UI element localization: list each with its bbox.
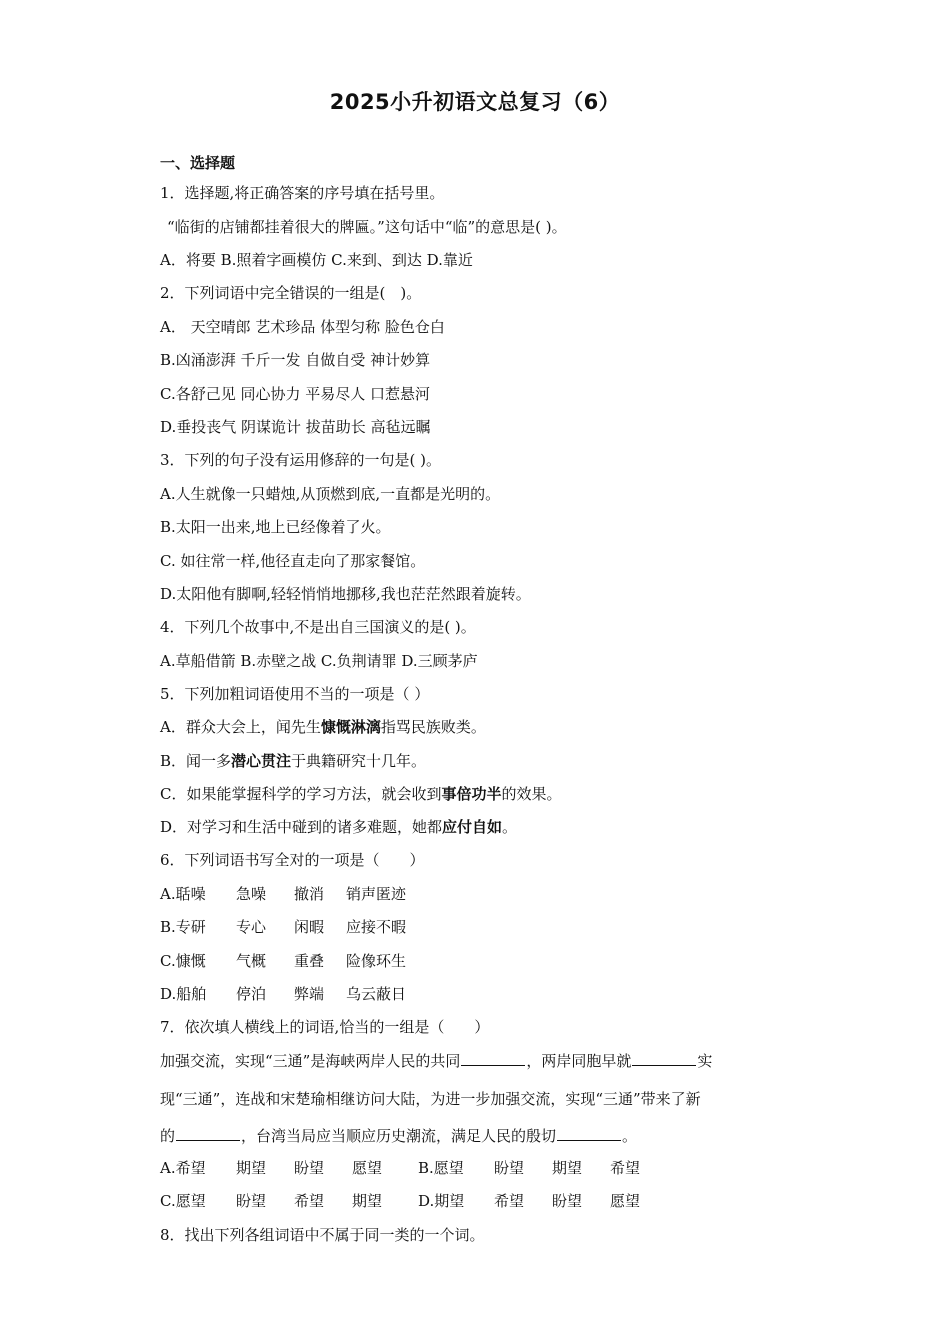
q6-option-c [160,951,406,971]
q5-a-post: 指骂民族败类。 [380,718,486,736]
q5-option-a [160,717,486,737]
q3-option-d: D.太阳他有脚啊,轻轻悄悄地挪移,我也茫茫然跟着旋转。 [160,585,531,603]
q7-blank-4[interactable] [557,1126,621,1141]
q7-passage-line-3 [160,1126,637,1146]
q1-stem: 1．选择题,将正确答案的序号填在括号里。 [160,184,445,202]
q6-b-word-1: B.专研 [160,918,206,936]
q1-sentence: “临街的店铺都挂着很大的牌匾。”这句话中“临”的意思是( )。 [167,218,567,236]
q7-d-word-2: 希望 [494,1192,525,1210]
page-title: 2025小升初语文总复习（6） [329,90,621,114]
q7-text-7: 。 [622,1127,638,1145]
q7-b-word-1: B.愿望 [418,1159,464,1177]
q6-a-word-1: A.聒噪 [160,885,206,903]
q7-d-word-1: D.期望 [418,1192,465,1210]
q2-stem: 2．下列词语中完全错误的一组是( )。 [160,284,422,302]
q6-a-word-2: 急噪 [236,885,267,903]
q5-b-bold-word: 潜心贯注 [231,752,292,770]
q3-stem: 3．下列的句子没有运用修辞的一句是( )。 [160,451,442,469]
q6-a-word-4: 销声匿迹 [346,885,407,903]
q7-c-word-1: C.愿望 [160,1192,206,1210]
q7-a-word-1: A.希望 [160,1159,206,1177]
q6-a-word-3: 撤消 [294,885,325,903]
q6-d-word-4: 乌云蔽日 [346,985,407,1003]
q7-a-word-2: 期望 [236,1159,267,1177]
q5-a-bold-word: 慷慨淋漓 [320,718,381,736]
q7-text-2: ，两岸同胞早就 [526,1052,632,1070]
q4-stem: 4．下列几个故事中,不是出自三国演义的是( )。 [160,618,476,636]
q6-option-a [160,884,406,904]
q3-option-a: A.人生就像一只蜡烛,从顶燃到底,一直都是光明的。 [160,485,501,503]
q7-d-word-3: 盼望 [552,1192,583,1210]
q6-b-word-4: 应接不暇 [346,918,407,936]
q7-b-word-4: 希望 [610,1159,641,1177]
q7-b-word-2: 盼望 [494,1159,525,1177]
q7-stem: 7．依次填人横线上的词语,恰当的一组是（ ） [160,1018,490,1036]
q7-text-1: 加强交流，实现“三通”是海峡两岸人民的共同 [160,1052,461,1070]
q5-stem: 5．下列加粗词语使用不当的一项是（ ） [160,685,430,703]
q6-d-word-2: 停泊 [236,985,267,1003]
q6-c-word-2: 气概 [236,952,267,970]
q6-option-d [160,984,406,1004]
q7-c-word-3: 希望 [294,1192,325,1210]
q7-blank-2[interactable] [632,1051,696,1066]
q6-b-word-2: 专心 [236,918,267,936]
q2-option-b: B.凶涌澎湃 千斤一发 自做自受 神计妙算 [160,351,431,369]
q7-text-6: ，台湾当局应当顺应历史潮流，满足人民的殷切 [241,1127,557,1145]
q5-c-post: 的效果。 [501,785,562,803]
q5-option-d [160,817,517,837]
q6-c-word-3: 重叠 [294,952,325,970]
q4-options: A.草船借箭 B.赤壁之战 C.负荆请罪 D.三顾茅庐 [160,652,478,670]
q5-b-pre: B．闻一多 [160,752,232,770]
q5-option-c [160,784,562,804]
q7-b-word-3: 期望 [552,1159,583,1177]
q7-a-word-3: 盼望 [294,1159,325,1177]
q6-c-word-1: C.慷慨 [160,952,206,970]
q6-c-word-4: 险像环生 [346,952,407,970]
q7-text-3: 实 [697,1052,713,1070]
q7-a-word-4: 愿望 [352,1159,383,1177]
q2-option-a: A． 天空晴郎 艺术珍品 体型匀称 脸色仓白 [160,318,445,336]
q7-passage-line-2: 现“三通”，连战和宋楚瑜相继访问大陆，为进一步加强交流，实现“三通”带来了新 [160,1090,701,1108]
q6-d-word-3: 弊端 [294,985,325,1003]
q7-c-word-4: 期望 [352,1192,383,1210]
q7-d-word-4: 愿望 [610,1192,641,1210]
q6-d-word-1: D.船舶 [160,985,207,1003]
q8-stem: 8．找出下列各组词语中不属于同一类的一个词。 [160,1226,485,1244]
q5-option-b [160,751,426,771]
section-heading: 一、选择题 [160,154,236,172]
q5-c-bold-word: 事倍功半 [441,785,502,803]
q7-blank-3[interactable] [176,1126,240,1141]
q5-b-post: 于典籍研究十几年。 [291,752,427,770]
q5-d-post: 。 [502,818,518,836]
q5-a-pre: A．群众大会上，闻先生 [160,718,321,736]
q2-option-d: D.垂投丧气 阴谋诡计 拔苗助长 高毡远瞩 [160,418,431,436]
q3-option-c: C. 如往常一样,他径直走向了那家餐馆。 [160,552,426,570]
q2-option-c: C.各舒己见 同心协力 平易尽人 口惹悬河 [160,385,431,403]
q7-c-word-2: 盼望 [236,1192,267,1210]
q7-options-cd [160,1191,640,1211]
q1-options: A．将要 B.照着字画模仿 C.来到、到达 D.靠近 [160,251,473,269]
q6-option-b [160,917,406,937]
q6-b-word-3: 闲暇 [294,918,325,936]
q6-stem: 6．下列词语书写全对的一项是（ ） [160,851,425,869]
q7-blank-1[interactable] [461,1051,525,1066]
q7-text-5: 的 [160,1127,176,1145]
q7-passage-line-1 [160,1051,712,1071]
q5-d-pre: D．对学习和生活中碰到的诸多难题，她都 [160,818,443,836]
q3-option-b: B.太阳一出来,地上已经像着了火。 [160,518,391,536]
q5-c-pre: C．如果能掌握科学的学习方法，就会收到 [160,785,442,803]
q7-options-ab [160,1158,640,1178]
q5-d-bold-word: 应付自如 [442,818,503,836]
